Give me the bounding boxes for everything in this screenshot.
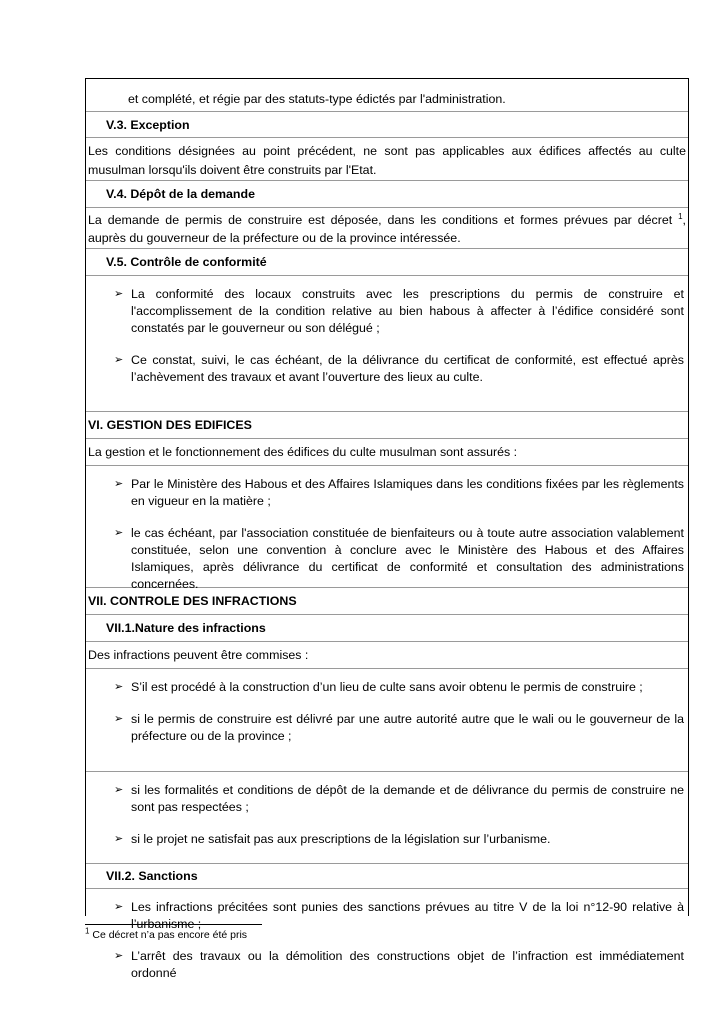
arrow-bullet-icon: ➢	[114, 713, 124, 725]
paragraph-v4-text-after: , auprès du gouverneur de la préfecture ou de la province intéressée.	[88, 213, 686, 245]
continued-line	[86, 79, 688, 112]
arrow-bullet-icon: ➢	[114, 527, 124, 539]
bullet-text: si les formalités et conditions de dépôt de la demande et de délivrance du permis de construire ne sont pas respectées ;	[131, 783, 684, 814]
paragraph-vi-intro	[86, 439, 688, 466]
footnote-separator	[85, 924, 262, 925]
bullet-item	[88, 476, 686, 510]
paragraph-v3	[86, 138, 688, 181]
bullet-list-v5	[86, 276, 688, 412]
heading-v5	[86, 249, 688, 276]
arrow-bullet-icon: ➢	[114, 901, 124, 913]
bullet-text: S’il est procédé à la construction d’un lieu de culte sans avoir obtenu le permis de construire ;	[131, 680, 643, 694]
arrow-bullet-icon: ➢	[114, 478, 124, 490]
bullet-text: Ce constat, suivi, le cas échéant, de la délivrance du certificat de conformité, est effectué après l’achèvement des travaux et avant l’ouverture des lieux au culte.	[131, 353, 684, 384]
paragraph-v4	[86, 208, 688, 249]
heading-v4-text: V.4. Dépôt de la demande	[106, 187, 255, 201]
arrow-bullet-icon: ➢	[114, 354, 124, 366]
paragraph-vii-intro	[86, 642, 688, 669]
heading-vii-text: VII. CONTROLE DES INFRACTIONS	[88, 594, 297, 608]
arrow-bullet-icon: ➢	[114, 950, 124, 962]
bullet-item	[88, 711, 686, 745]
heading-vii-1	[86, 615, 688, 642]
heading-v4	[86, 181, 688, 208]
bullet-text: si le projet ne satisfait pas aux prescriptions de la législation sur l’urbanisme.	[131, 832, 551, 846]
footnote-reference[interactable]: 1	[678, 211, 683, 221]
heading-v3	[86, 112, 688, 138]
paragraph-vii-intro-text: Des infractions peuvent être commises :	[88, 648, 309, 662]
bullet-text: L’arrêt des travaux ou la démolition des constructions objet de l’infraction est immédiatement ordonné	[131, 949, 684, 980]
bullet-list-vii-b	[86, 772, 688, 864]
bullet-list-vi	[86, 466, 688, 591]
bullet-item	[88, 679, 686, 696]
bullet-item	[88, 831, 686, 848]
bullet-text: si le permis de construire est délivré par une autre autorité autre que le wali ou le gouverneur de la préfecture ou de la province ;	[131, 712, 684, 743]
bullet-item	[88, 899, 686, 933]
bullet-text: le cas échéant, par l'association constituée de bienfaiteurs ou à toute autre association valablement constituée, selon une convention à conclure avec le Ministère des Habous et des Affaires Islamiques, après délivrance du certificat de conformité et consultation des administrations concernées.	[131, 526, 684, 591]
bullet-item	[88, 525, 686, 593]
heading-vii-1-text: VII.1.Nature des infractions	[106, 621, 266, 635]
paragraph-v4-text-before: La demande de permis de construire est déposée, dans les conditions et formes prévues par décret	[88, 213, 679, 227]
footnote	[85, 926, 248, 942]
footnote-text: Ce décret n’a pas encore été pris	[89, 929, 248, 941]
bullet-text: Par le Ministère des Habous et des Affaires Islamiques dans les conditions fixées par les règlements en vigueur en la matière ;	[131, 477, 684, 508]
paragraph-vi-intro-text: La gestion et le fonctionnement des édifices du culte musulman sont assurés :	[88, 445, 518, 459]
continued-text: et complété, et régie par des statuts-type édictés par l'administration.	[128, 92, 506, 106]
arrow-bullet-icon: ➢	[114, 784, 124, 796]
bullet-list-vii-a	[86, 669, 688, 772]
bullet-item	[88, 782, 686, 816]
heading-vi-text: VI. GESTION DES EDIFICES	[88, 418, 252, 432]
heading-vii	[86, 588, 688, 615]
heading-vii-2	[86, 864, 688, 889]
heading-vii-2-text: VII.2. Sanctions	[106, 869, 198, 883]
bullet-item	[88, 948, 686, 982]
bullet-text: La conformité des locaux construits avec les prescriptions du permis de construire et l'accomplissement de la condition relative au bien habous à affecter à l’édifice considéré sont constatés par le gouverneur ou son délégué ;	[131, 287, 684, 335]
arrow-bullet-icon: ➢	[114, 288, 124, 300]
bullet-item	[88, 286, 686, 337]
bullet-item	[88, 352, 686, 386]
heading-v3-text: V.3. Exception	[106, 118, 190, 132]
arrow-bullet-icon: ➢	[114, 681, 124, 693]
paragraph-v3-text: Les conditions désignées au point précédent, ne sont pas applicables aux édifices affectés au culte musulman lorsqu'ils doivent être construits par l'Etat.	[88, 144, 686, 177]
arrow-bullet-icon: ➢	[114, 833, 124, 845]
heading-vi	[86, 412, 688, 439]
footnote-number: 1	[85, 926, 90, 936]
bullet-text: Les infractions précitées sont punies des sanctions prévues au titre V de la loi n°12-90 relative à l’urbanisme ;	[131, 900, 684, 931]
heading-v5-text: V.5. Contrôle de conformité	[106, 255, 267, 269]
